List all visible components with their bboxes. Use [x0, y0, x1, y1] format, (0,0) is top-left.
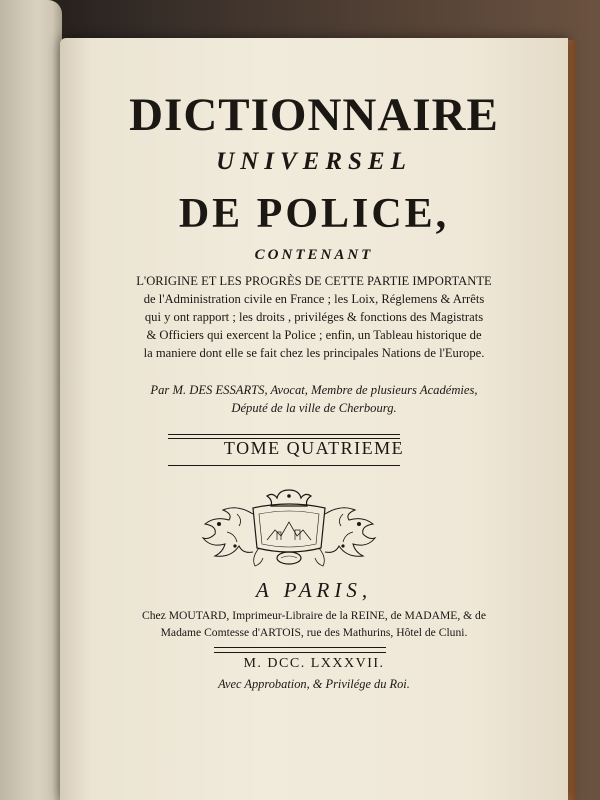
description-line: & Officiers qui exercent la Police ; enfin, un Tableau historique de [146, 328, 482, 342]
description-block [60, 272, 568, 362]
imprint-date: M. DCC. LXXXVII. [243, 656, 385, 671]
author-line: Député de la ville de Cherbourg. [231, 401, 397, 415]
left-facing-page [0, 0, 62, 800]
tome-label: TOME QUATRIEME [223, 438, 405, 458]
imprint-place: A PARIS, [255, 578, 373, 602]
title-line-4: CONTENANT [254, 247, 374, 263]
publisher-block [60, 607, 568, 641]
title-line-2: UNIVERSEL [216, 148, 412, 175]
title-line-3: DE POLICE, [178, 191, 450, 237]
description-line: qui y ont rapport ; les droits , priviléges & fonctions des Magistrats [144, 310, 484, 324]
approbation-line: Avec Approbation, & Privilége du Roi. [218, 677, 410, 691]
author-line: Par M. DES ESSARTS, Avocat, Membre de plusieurs Académies, [150, 383, 478, 397]
description-line: L'ORIGINE ET LES PROGRÈS DE CETTE PARTIE IMPORTANTE [136, 274, 492, 288]
description-line: la maniere dont elle se fait chez les principales Nations de l'Europe. [143, 346, 485, 360]
description-line: de l'Administration civile en France ; les Loix, Réglemens & Arrêts [143, 292, 485, 306]
publisher-line: Chez MOUTARD, Imprimeur-Libraire de la REINE, de MADAME, & de [142, 609, 486, 622]
ornamental-vignette-icon [197, 484, 381, 574]
publisher-line: Madame Comtesse d'ARTOIS, rue des Mathurins, Hôtel de Cluni. [160, 626, 468, 639]
author-block [60, 381, 568, 417]
imprint-rule [214, 647, 386, 653]
title-line-1: DICTIONNAIRE [129, 89, 499, 141]
